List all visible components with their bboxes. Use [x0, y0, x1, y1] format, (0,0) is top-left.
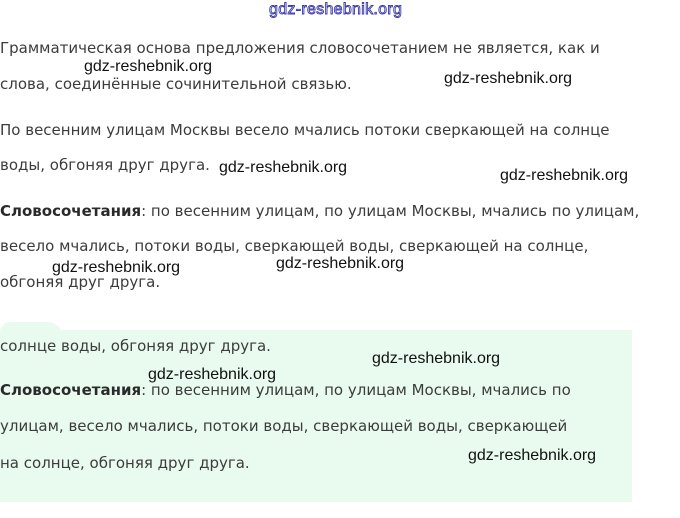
watermark: gdz-reshebnik.org: [52, 259, 181, 276]
intro-line-1: Грамматическая основа предложения словосочетанием не является, как и: [0, 39, 600, 57]
watermark: gdz-reshebnik.org: [219, 159, 348, 176]
watermark: gdz-reshebnik.org: [372, 350, 501, 367]
answer-line-3: улицам, весело мчались, потоки воды, сверкающей воды, сверкающей: [0, 417, 568, 435]
sentence-line-2: воды, обгоняя друг друга.: [0, 156, 210, 174]
answer-line-1: солнце воды, обгоняя друг друга.: [0, 337, 271, 355]
watermark-top: gdz-reshebnik.org: [269, 1, 403, 18]
answer-line-2: [0, 380, 571, 400]
watermark: gdz-reshebnik.org: [444, 70, 573, 87]
watermark: gdz-reshebnik.org: [468, 447, 597, 464]
phrases-line-2: весело мчались, потоки воды, сверкающей воды, сверкающей на солнце,: [0, 237, 589, 255]
phrases-label: Словосочетания: [0, 202, 142, 220]
answer-line-4: на солнце, обгоняя друг друга.: [0, 454, 250, 472]
watermark: gdz-reshebnik.org: [500, 167, 629, 184]
watermark: gdz-reshebnik.org: [148, 366, 277, 383]
watermark: gdz-reshebnik.org: [84, 58, 213, 75]
answer-phrases-label: Словосочетания: [0, 381, 142, 399]
phrases-line-3: обгоняя друг друга.: [0, 273, 161, 291]
phrases-line-1: [0, 201, 639, 221]
intro-line-2: слова, соединённые сочинительной связью.: [0, 75, 352, 93]
sentence-line-1: По весенним улицам Москвы весело мчались потоки сверкающей на солнце: [0, 121, 610, 139]
phrases-line-1-text: : по весенним улицам, по улицам Москвы, мчались по улицам,: [141, 202, 640, 220]
answer-line-2-text: : по весенним улицам, по улицам Москвы, мчались по: [141, 381, 571, 399]
watermark: gdz-reshebnik.org: [276, 255, 405, 272]
